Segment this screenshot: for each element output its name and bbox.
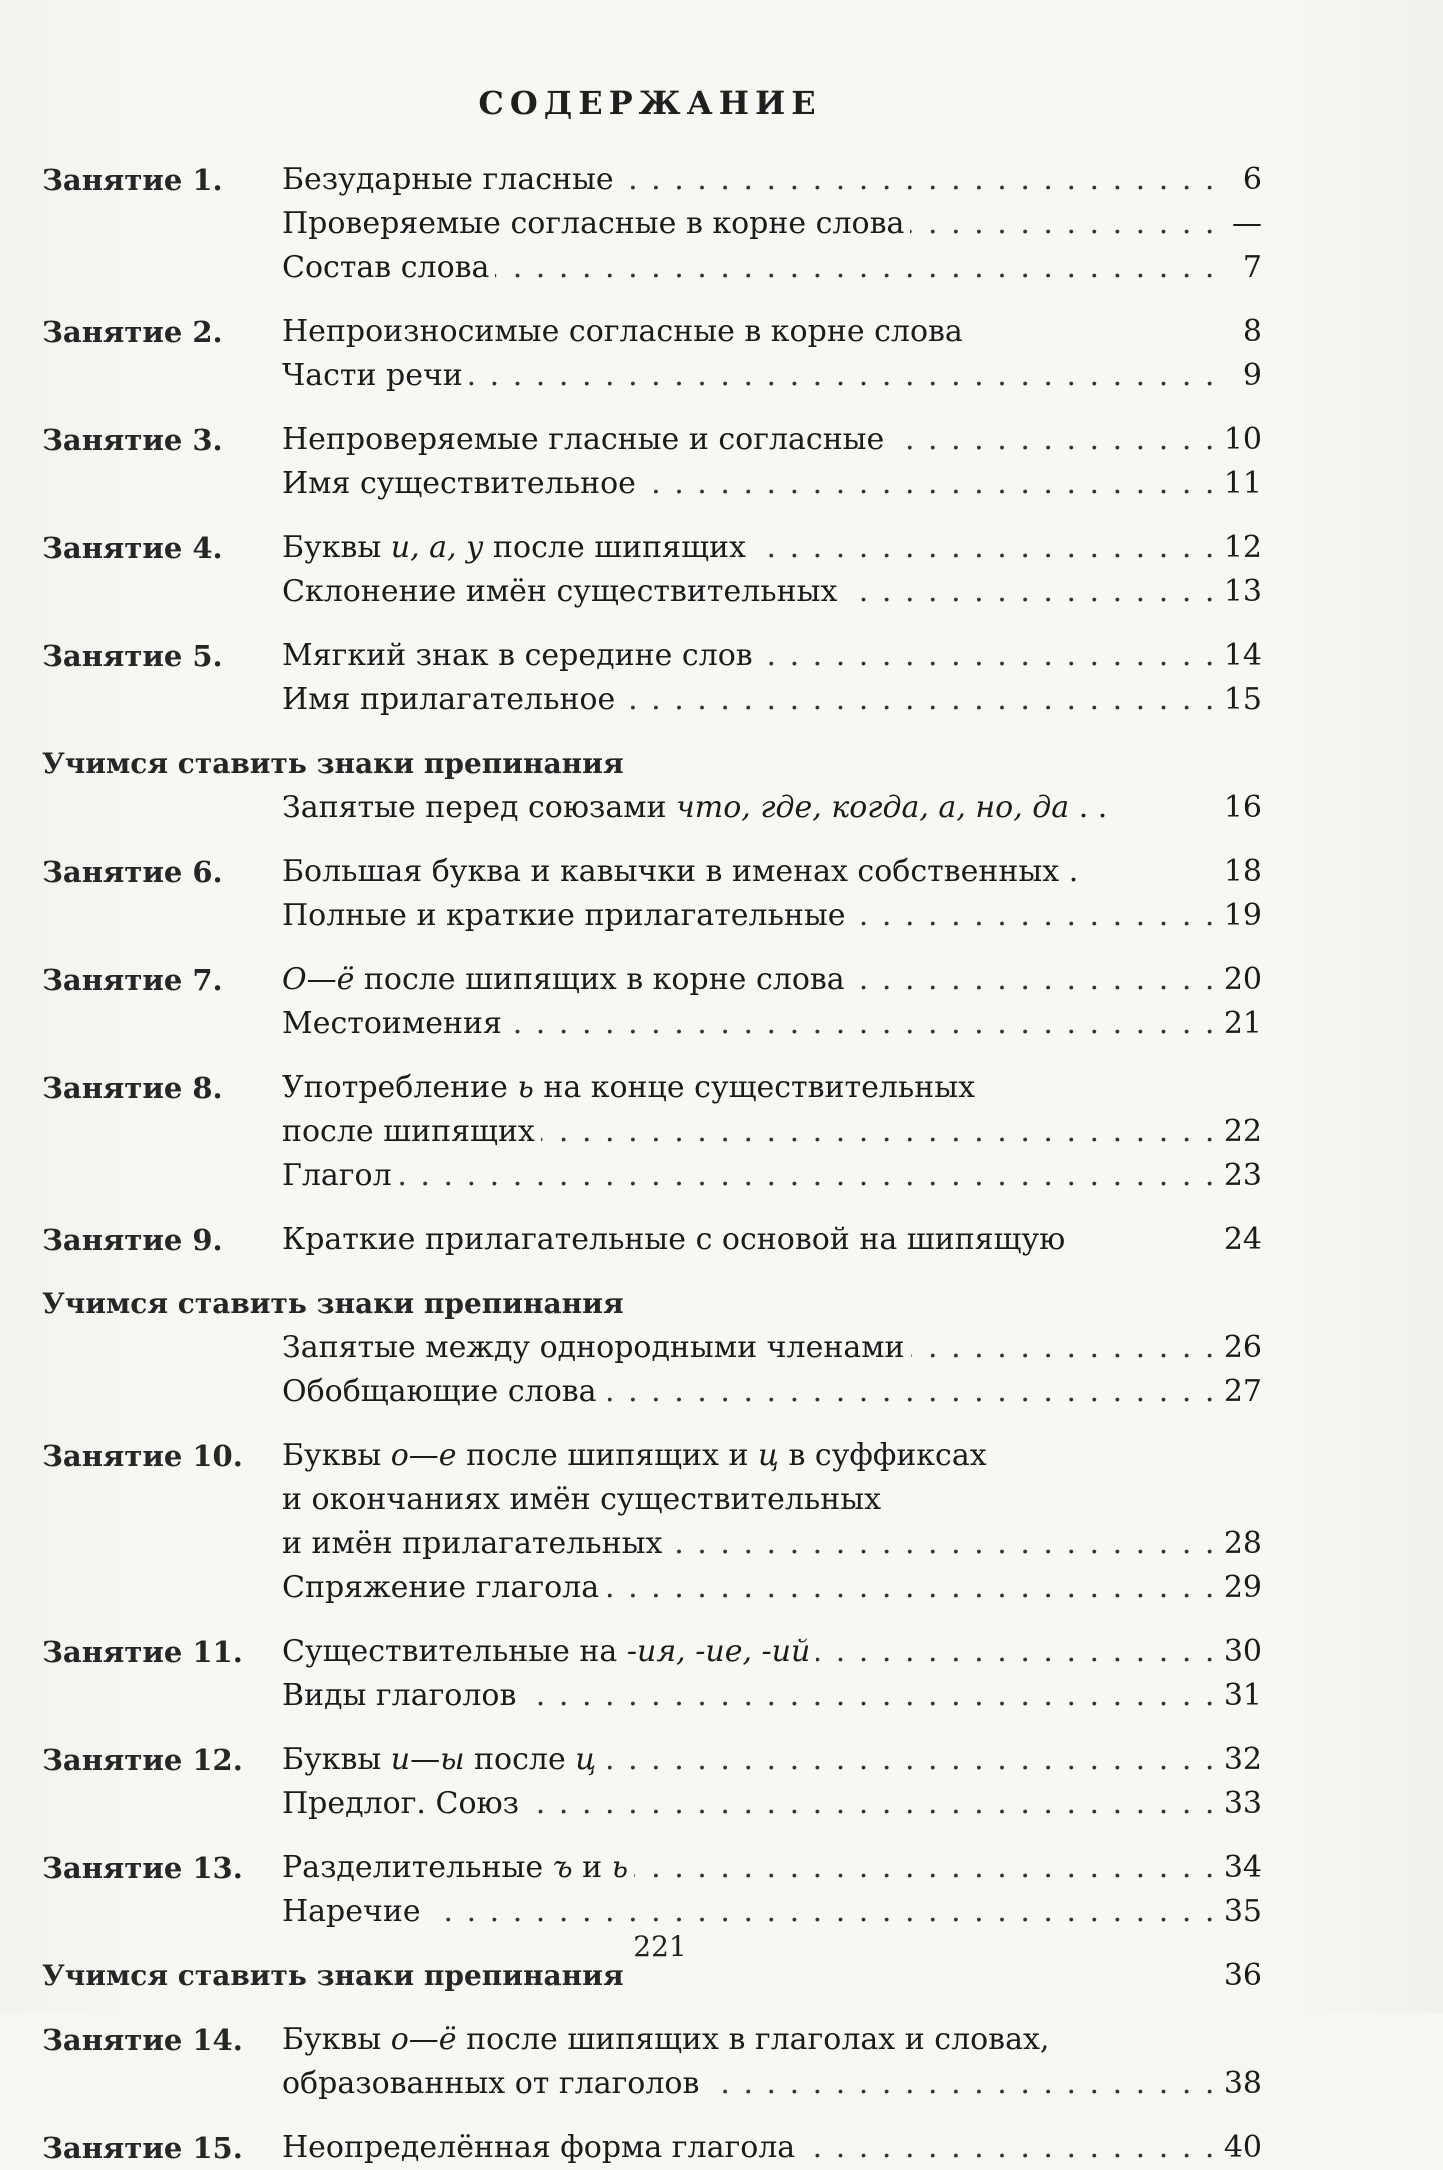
- toc-row: [42, 2018, 1262, 2062]
- toc-row: [42, 1478, 1262, 1522]
- toc-page-number: 30: [1223, 1634, 1262, 1669]
- toc-topic: Употребление ь на конце существительных: [282, 1066, 1217, 1110]
- toc-row: [42, 1782, 1262, 1826]
- toc-lesson-label: Занятие 7.: [42, 963, 223, 997]
- toc-topic: Разделительные ъ и ь . . .: [282, 1846, 1217, 1890]
- toc-lesson-label: Занятие 9.: [42, 1223, 223, 1257]
- toc-topic: Буквы и, а, у после шипящих . . .: [282, 526, 1217, 570]
- toc-topic: Имя прилагательное . . .: [282, 678, 1217, 722]
- toc-lesson-label: Занятие 4.: [42, 531, 223, 565]
- toc-topic: О—ё после шипящих в корне слова . . .: [282, 958, 1217, 1002]
- toc-row: [42, 354, 1262, 398]
- toc-topic: Неопределённая форма глагола . . .: [282, 2126, 1217, 2170]
- toc-row: [42, 1522, 1262, 1566]
- toc-topic: Глагол . . .: [282, 1154, 1217, 1198]
- toc-row: [42, 1002, 1262, 1046]
- toc-row: [42, 418, 1262, 462]
- toc-topic: Буквы и—ы после ц . . .: [282, 1738, 1217, 1782]
- toc-page-number: 38: [1223, 2066, 1262, 2101]
- toc-lesson-label: Занятие 10.: [42, 1439, 243, 1473]
- toc-lesson-label: Занятие 5.: [42, 639, 223, 673]
- toc-topic: Существительные на -ия, -ие, -ий . . .: [282, 1630, 1217, 1674]
- toc-topic: Непроизносимые согласные в корне слова: [282, 310, 1217, 354]
- toc-row: [42, 1434, 1262, 1478]
- toc-topic: Части речи . . .: [282, 354, 1217, 398]
- toc-lesson-label: Занятие 2.: [42, 315, 223, 349]
- toc-topic: Состав слова . . .: [282, 246, 1217, 290]
- toc-page-number: 15: [1223, 682, 1262, 717]
- toc-page-number: 9: [1242, 358, 1262, 393]
- toc-row: [42, 958, 1262, 1002]
- toc-row: [42, 742, 1262, 786]
- toc-page-number: 20: [1223, 962, 1262, 997]
- toc-row: [42, 678, 1262, 722]
- toc-row: [42, 1630, 1262, 1674]
- toc-row: [42, 1370, 1262, 1414]
- toc-row: [42, 850, 1262, 894]
- toc-row: [42, 786, 1262, 830]
- toc-topic: Проверяемые согласные в корне слова . . .: [282, 202, 1217, 246]
- toc-lesson-label: Занятие 8.: [42, 1071, 223, 1105]
- toc-row: [42, 894, 1262, 938]
- toc-topic: после шипящих . . .: [282, 1110, 1217, 1154]
- toc-row: [42, 634, 1262, 678]
- toc-row: [42, 1674, 1262, 1718]
- toc-topic: Склонение имён существительных . . .: [282, 570, 1217, 614]
- toc-topic: и окончаниях имён существительных: [282, 1478, 1217, 1522]
- page-title: СОДЕРЖАНИЕ: [478, 84, 822, 122]
- toc-page-number: 33: [1223, 1786, 1262, 1821]
- toc-row: [42, 1846, 1262, 1890]
- toc-section-heading: Учимся ставить знаки препинания: [42, 747, 624, 780]
- toc-row: [42, 462, 1262, 506]
- toc-page-number: 22: [1223, 1114, 1262, 1149]
- toc-row: [42, 2062, 1262, 2106]
- toc-topic: Буквы о—е после шипящих и ц в суффиксах: [282, 1434, 1217, 1478]
- toc-lesson-label: Занятие 14.: [42, 2023, 243, 2057]
- toc-page-number: 10: [1223, 422, 1262, 457]
- toc-page-number: —: [1232, 206, 1262, 241]
- toc-topic: Непроверяемые гласные и согласные . . .: [282, 418, 1217, 462]
- toc-page-number: 31: [1223, 1678, 1262, 1713]
- toc-topic: Запятые перед союзами что, где, когда, а, но, да . .: [282, 786, 1217, 830]
- toc-row: [42, 1326, 1262, 1370]
- toc-row: [42, 1566, 1262, 1610]
- toc-topic: Обобщающие слова . . .: [282, 1370, 1217, 1414]
- toc-page-number: 35: [1223, 1894, 1262, 1929]
- toc-page-number: 7: [1242, 250, 1262, 285]
- toc-page-number: 11: [1223, 466, 1262, 501]
- toc-topic: Буквы о—ё после шипящих в глаголах и словах,: [282, 2018, 1217, 2062]
- toc-page-number: 13: [1223, 574, 1262, 609]
- toc-topic: Спряжение глагола . . .: [282, 1566, 1217, 1610]
- toc-page-number: 18: [1223, 854, 1262, 889]
- toc-page-number: 36: [1223, 1958, 1262, 1993]
- toc-row: [42, 570, 1262, 614]
- table-of-contents: [42, 158, 1262, 2170]
- toc-row: [42, 202, 1262, 246]
- toc-page-number: 12: [1223, 530, 1262, 565]
- toc-topic: Безударные гласные . . .: [282, 158, 1217, 202]
- toc-page-number: 14: [1223, 638, 1262, 673]
- toc-page-number: 29: [1223, 1570, 1262, 1605]
- toc-page-number: 24: [1223, 1222, 1262, 1257]
- toc-topic: Имя существительное . . .: [282, 462, 1217, 506]
- toc-page-number: 16: [1223, 790, 1262, 825]
- toc-page-number: 28: [1223, 1526, 1262, 1561]
- toc-topic: образованных от глаголов . . .: [282, 2062, 1217, 2106]
- toc-topic: Большая буква и кавычки в именах собственных .: [282, 850, 1217, 894]
- toc-row: [42, 1738, 1262, 1782]
- toc-row: [42, 1154, 1262, 1198]
- toc-page-number: 27: [1223, 1374, 1262, 1409]
- page-number: 221: [633, 1930, 687, 1963]
- toc-topic: Предлог. Союз . . .: [282, 1782, 1217, 1826]
- toc-row: [42, 310, 1262, 354]
- toc-topic: Краткие прилагательные с основой на шипящую: [282, 1218, 1217, 1262]
- toc-page-number: 6: [1242, 162, 1262, 197]
- toc-topic: Полные и краткие прилагательные . . .: [282, 894, 1217, 938]
- toc-lesson-label: Занятие 13.: [42, 1851, 243, 1885]
- toc-topic: Виды глаголов . . .: [282, 1674, 1217, 1718]
- toc-row: [42, 1218, 1262, 1262]
- toc-row: [42, 1282, 1262, 1326]
- toc-row: [42, 246, 1262, 290]
- toc-topic: Запятые между однородными членами . . .: [282, 1326, 1217, 1370]
- toc-topic: Местоимения . . .: [282, 1002, 1217, 1046]
- toc-lesson-label: Занятие 3.: [42, 423, 223, 457]
- toc-section-heading: Учимся ставить знаки препинания: [42, 1287, 624, 1320]
- toc-topic: Мягкий знак в середине слов . . .: [282, 634, 1217, 678]
- toc-lesson-label: Занятие 6.: [42, 855, 223, 889]
- toc-row: [42, 2126, 1262, 2170]
- toc-page-number: 34: [1223, 1850, 1262, 1885]
- toc-topic: Наречие . . .: [282, 1890, 1217, 1934]
- toc-page-number: 26: [1223, 1330, 1262, 1365]
- toc-lesson-label: Занятие 11.: [42, 1635, 243, 1669]
- toc-row: [42, 1066, 1262, 1110]
- toc-section-heading: Учимся ставить знаки препинания: [42, 1959, 624, 1992]
- toc-row: [42, 158, 1262, 202]
- toc-page-number: 21: [1223, 1006, 1262, 1041]
- toc-row: [42, 526, 1262, 570]
- toc-page-number: 8: [1242, 314, 1262, 349]
- toc-page-number: 23: [1223, 1158, 1262, 1193]
- toc-page-number: 40: [1223, 2130, 1262, 2165]
- toc-row: [42, 1110, 1262, 1154]
- toc-lesson-label: Занятие 15.: [42, 2131, 243, 2165]
- toc-lesson-label: Занятие 1.: [42, 163, 223, 197]
- toc-topic: и имён прилагательных . . .: [282, 1522, 1217, 1566]
- toc-page-number: 19: [1223, 898, 1262, 933]
- toc-page-number: 32: [1223, 1742, 1262, 1777]
- toc-row: [42, 1890, 1262, 1934]
- toc-lesson-label: Занятие 12.: [42, 1743, 243, 1777]
